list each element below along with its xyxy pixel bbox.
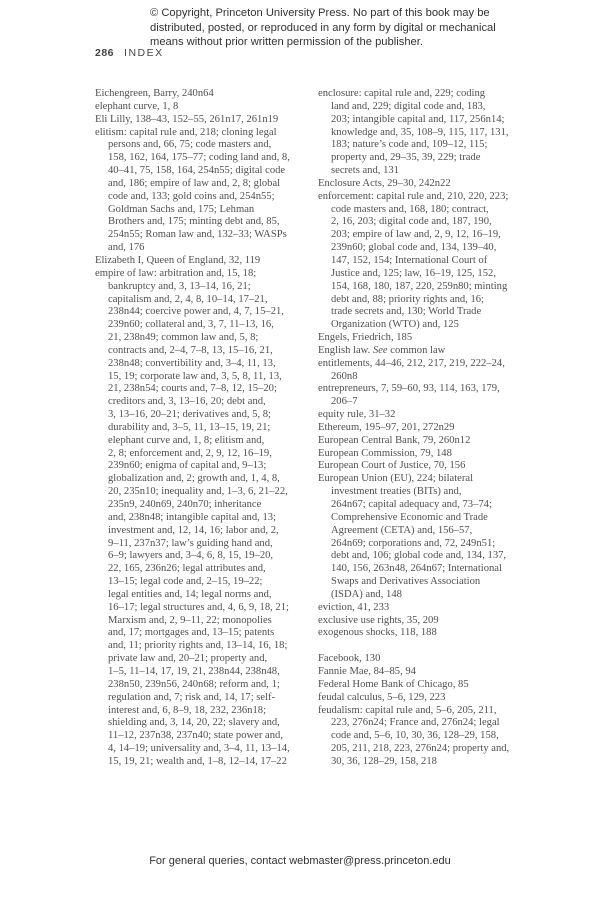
entry-line: Swaps and Derivatives Association <box>331 576 481 588</box>
entry-line: 154, 168, 180, 187, 220, 259n80; minting <box>331 280 508 292</box>
entry-line: 203; intangible capital and, 117, 256n14; <box>331 113 505 125</box>
entry-line: elitism: capital rule and, 218; cloning legal <box>95 126 277 138</box>
index-entry <box>318 383 509 409</box>
index-entry <box>318 705 509 769</box>
entry-line: European Commission, 79, 148 <box>318 447 452 459</box>
footer-contact: For general queries, contact webmaster@press.princeton.edu <box>149 855 451 867</box>
index-entry <box>318 602 509 615</box>
entry-line: and, 176 <box>108 242 145 254</box>
entry-line: contracts and, 2–4, 7–8, 13, 15–16, 21, <box>108 344 273 356</box>
entry-line: Engels, Friedrich, 185 <box>318 332 413 344</box>
entry-line: investment and, 12, 14, 16; labor and, 2, <box>108 524 279 536</box>
entry-line: Ethereum, 195–97, 201, 272n29 <box>318 421 455 433</box>
entry-line: 206–7 <box>331 396 358 408</box>
see-head: English law. <box>318 344 373 356</box>
entry-line: 223, 276n24; France and, 276n24; legal <box>331 717 500 729</box>
entry-line: Brothers and, 175; minting debt and, 85, <box>108 216 280 228</box>
see-target: common law <box>387 344 446 356</box>
entry-line: and, 11; priority rights and, 13–14, 16, 18; <box>108 640 288 652</box>
entry-line: private law and, 20–21; property and, <box>108 653 268 665</box>
entry-line: 40–41, 75, 158, 164, 254n55; digital code <box>108 165 286 177</box>
entry-line: 6–9; lawyers and, 3–4, 6, 8, 15, 19–20, <box>108 550 274 562</box>
entry-line: enforcement: capital rule and, 210, 220, 223; <box>318 190 509 202</box>
entry-line: Enclosure Acts, 29–30, 242n22 <box>318 177 451 189</box>
entry-line: Marxism and, 2, 9–11, 22; monopolies <box>108 614 272 626</box>
entry-line: 239n60; global code and, 134, 139–40, <box>331 242 497 254</box>
index-column-left <box>95 88 290 769</box>
entry-line: 260n8 <box>331 370 358 382</box>
entry-line: creditors and, 3, 13–16, 20; debt and, <box>108 396 266 408</box>
entry-line: trade secrets and, 130; World Trade <box>331 306 482 318</box>
entry-line: exogenous shocks, 118, 188 <box>318 627 437 639</box>
index-entry <box>95 114 290 127</box>
entry-line: eviction, 41, 233 <box>318 601 390 613</box>
entry-line: 3, 13–16, 20–21; derivatives and, 5, 8; <box>108 409 272 421</box>
index-entry <box>318 692 509 705</box>
entry-line: land and, 229; digital code and, 183, <box>331 100 486 112</box>
entry-line: legal entities and, 14; legal norms and, <box>108 588 272 600</box>
entry-line: Elizabeth I, Queen of England, 32, 119 <box>95 254 261 266</box>
entry-line: Justice and, 125; law, 16–19, 125, 152, <box>331 267 496 279</box>
index-entry <box>95 101 290 114</box>
index-entry <box>318 435 509 448</box>
entry-line: regulation and, 7; risk and, 14, 17; self- <box>108 691 276 703</box>
entry-line: 21, 238n54; courts and, 7–8, 12, 15–20; <box>108 383 277 395</box>
see-label: See <box>372 344 388 356</box>
entry-line: 1–5, 11–14, 17, 19, 21, 238n44, 238n48, <box>108 665 280 677</box>
index-entry <box>95 127 290 255</box>
section-title: INDEX <box>124 47 164 59</box>
entry-line: 147, 152, 154; International Court of <box>331 254 488 266</box>
page-number: 286 <box>95 47 115 59</box>
entry-line: 140, 156, 263n48, 264n67; International <box>331 563 502 575</box>
entry-line: shielding and, 3, 14, 20, 22; slavery and, <box>108 717 280 729</box>
entry-line: 15, 19, 21; wealth and, 1–8, 12–14, 17–22 <box>108 755 287 767</box>
index-entry <box>318 422 509 435</box>
entry-line: 235n9, 240n69, 240n70; inheritance <box>108 499 262 510</box>
entry-line: 11–12, 237n38, 237n40; state power and, <box>108 730 283 742</box>
entry-line: Fannie Mae, 84–85, 94 <box>318 665 416 677</box>
entry-line: 21, 238n49; common law and, 5, 8; <box>108 332 259 344</box>
entry-line: and, 238n48; intangible capital and, 13; <box>108 511 276 523</box>
index-entry <box>318 615 509 628</box>
index-entry <box>95 268 290 769</box>
entry-line: and, 186; empire of law and, 2, 8; global <box>108 177 281 189</box>
index-entry <box>318 358 509 384</box>
entry-line: 13–15; legal code and, 2–15, 19–22; <box>108 576 263 588</box>
index-entry <box>318 88 509 178</box>
copyright-notice <box>150 6 570 50</box>
entry-line: capitalism and, 2, 4, 8, 10–14, 17–21, <box>108 293 268 305</box>
letter-gap <box>318 640 509 653</box>
entry-line <box>318 345 509 358</box>
entry-line: entitlements, 44–46, 212, 217, 219, 222–24, <box>318 357 505 369</box>
entry-line: Eli Lilly, 138–43, 152–55, 261n17, 261n19 <box>95 113 279 125</box>
entry-line: code and, 5–6, 10, 30, 36, 128–29, 158, <box>331 730 499 742</box>
entry-line: globalization and, 2; growth and, 1, 4, 8, <box>108 473 280 485</box>
entry-line: interest and, 6, 8–9, 18, 232, 236n18; <box>108 704 267 716</box>
entry-line: 183; nature’s code and, 109–12, 115; <box>331 139 488 151</box>
entry-line: debt and, 88; priority rights and, 16; <box>331 293 484 305</box>
entry-line: entrepreneurs, 7, 59–60, 93, 114, 163, 179, <box>318 383 500 395</box>
index-entry <box>318 473 509 601</box>
entry-line: 203; empire of law and, 2, 9, 12, 16–19, <box>331 229 501 241</box>
entry-line: 20, 235n10; inequality and, 1–3, 6, 21–22, <box>108 486 288 498</box>
entry-line: 205, 211, 218, 223, 276n24; property and, <box>331 743 510 755</box>
entry-line: 239n60; enigma of capital and, 9–13; <box>108 460 267 472</box>
entry-line: Eichengreen, Barry, 240n64 <box>95 88 214 99</box>
entry-line: European Union (EU), 224; bilateral <box>318 473 474 485</box>
running-head <box>95 47 164 59</box>
index-entry <box>318 345 509 358</box>
index-entry <box>318 448 509 461</box>
entry-line: Goldman Sachs and, 175; Lehman <box>108 203 255 215</box>
entry-line: 158, 162, 164, 175–77; coding land and, 8, <box>108 152 290 164</box>
entry-line: 238n44; coercive power and, 4, 7, 15–21, <box>108 306 284 318</box>
entry-line: 22, 165, 236n26; legal attributes and, <box>108 563 266 575</box>
notice-line: © Copyright, Princeton University Press. No part of this book may be <box>150 7 490 19</box>
entry-line: Federal Home Bank of Chicago, 85 <box>318 678 469 690</box>
index-entry <box>318 460 509 473</box>
entry-line: 15, 19; corporate law and, 3, 5, 8, 11, 13, <box>108 370 282 382</box>
entry-line: bankruptcy and, 3, 13–14, 16, 21; <box>108 280 251 292</box>
entry-line: feudalism: capital rule and, 5–6, 205, 211, <box>318 704 497 716</box>
index-entry <box>318 653 509 666</box>
index-entry <box>318 666 509 679</box>
entry-line: code and, 133; gold coins and, 254n55; <box>108 190 275 202</box>
entry-line: elephant curve, 1, 8 <box>95 100 179 112</box>
entry-line: 264n69; corporations and, 72, 249n51; <box>331 537 496 549</box>
entry-line: Organization (WTO) and, 125 <box>331 319 459 331</box>
entry-line: 264n67; capital adequacy and, 73–74; <box>331 499 492 510</box>
entry-line: and, 17; mortgages and, 13–15; patents <box>108 627 275 639</box>
notice-line: distributed, posted, or reproduced in any form by digital or mechanical <box>150 21 496 34</box>
notice-line: means without prior written permission of the publisher. <box>150 36 423 49</box>
index-entry <box>95 88 290 101</box>
entry-line: 238n48; convertibility and, 3–4, 11, 13, <box>108 357 276 369</box>
entry-line: Comprehensive Economic and Trade <box>331 511 488 523</box>
entry-line: enclosure: capital rule and, 229; coding <box>318 88 486 99</box>
index-entry <box>318 409 509 422</box>
entry-line: 4, 14–19; universality and, 3–4, 11, 13–14, <box>108 743 290 755</box>
index-entry <box>95 255 290 268</box>
entry-line: code masters and, 168, 180; contract, <box>331 203 489 215</box>
entry-line: feudal calculus, 5–6, 129, 223 <box>318 691 446 703</box>
index-entry <box>318 191 509 332</box>
entry-line: Agreement (CETA) and, 156–57, <box>331 524 473 536</box>
entry-line: 16–17; legal structures and, 4, 6, 9, 18, 21; <box>108 601 289 613</box>
entry-line: secrets and, 131 <box>331 165 399 177</box>
entry-line: (ISDA) and, 148 <box>331 588 402 600</box>
entry-line: 239n60; collateral and, 3, 7, 11–13, 16, <box>108 319 274 331</box>
index-entry <box>318 627 509 640</box>
entry-line: European Central Bank, 79, 260n12 <box>318 434 471 446</box>
index-column-right <box>318 88 509 769</box>
entry-line: investment treaties (BITs) and, <box>331 486 462 498</box>
entry-line: Facebook, 130 <box>318 653 381 665</box>
index-entry <box>318 178 509 191</box>
entry-line: 238n50, 239n56, 240n68; reform and, 1; <box>108 678 280 690</box>
entry-line: 254n55; Roman law and, 132–33; WASPs <box>108 229 287 241</box>
index-entry <box>318 332 509 345</box>
entry-line: debt and, 106; global code and, 134, 137, <box>331 550 507 562</box>
entry-line: knowledge and, 35, 108–9, 115, 117, 131, <box>331 126 509 138</box>
entry-line: European Court of Justice, 70, 156 <box>318 460 466 472</box>
entry-line: property and, 29–35, 39, 229; trade <box>331 152 481 164</box>
entry-line: elephant curve and, 1, 8; elitism and, <box>108 434 265 446</box>
index-entry <box>318 679 509 692</box>
entry-line: durability and, 3–5, 11, 13–15, 19, 21; <box>108 421 271 433</box>
entry-line: persons and, 66, 75; code masters and, <box>108 139 272 151</box>
entry-line: 2, 8; enforcement and, 2, 9, 12, 16–19, <box>108 447 272 459</box>
entry-line: empire of law: arbitration and, 15, 18; <box>95 267 257 279</box>
entry-line: 30, 36, 128–29, 158, 218 <box>331 755 437 767</box>
entry-line: 2, 16, 203; digital code and, 187, 190, <box>331 216 492 228</box>
entry-line: 9–11, 237n37; law’s guiding hand and, <box>108 537 273 549</box>
entry-line: equity rule, 31–32 <box>318 409 396 421</box>
entry-line: exclusive use rights, 35, 209 <box>318 614 439 626</box>
